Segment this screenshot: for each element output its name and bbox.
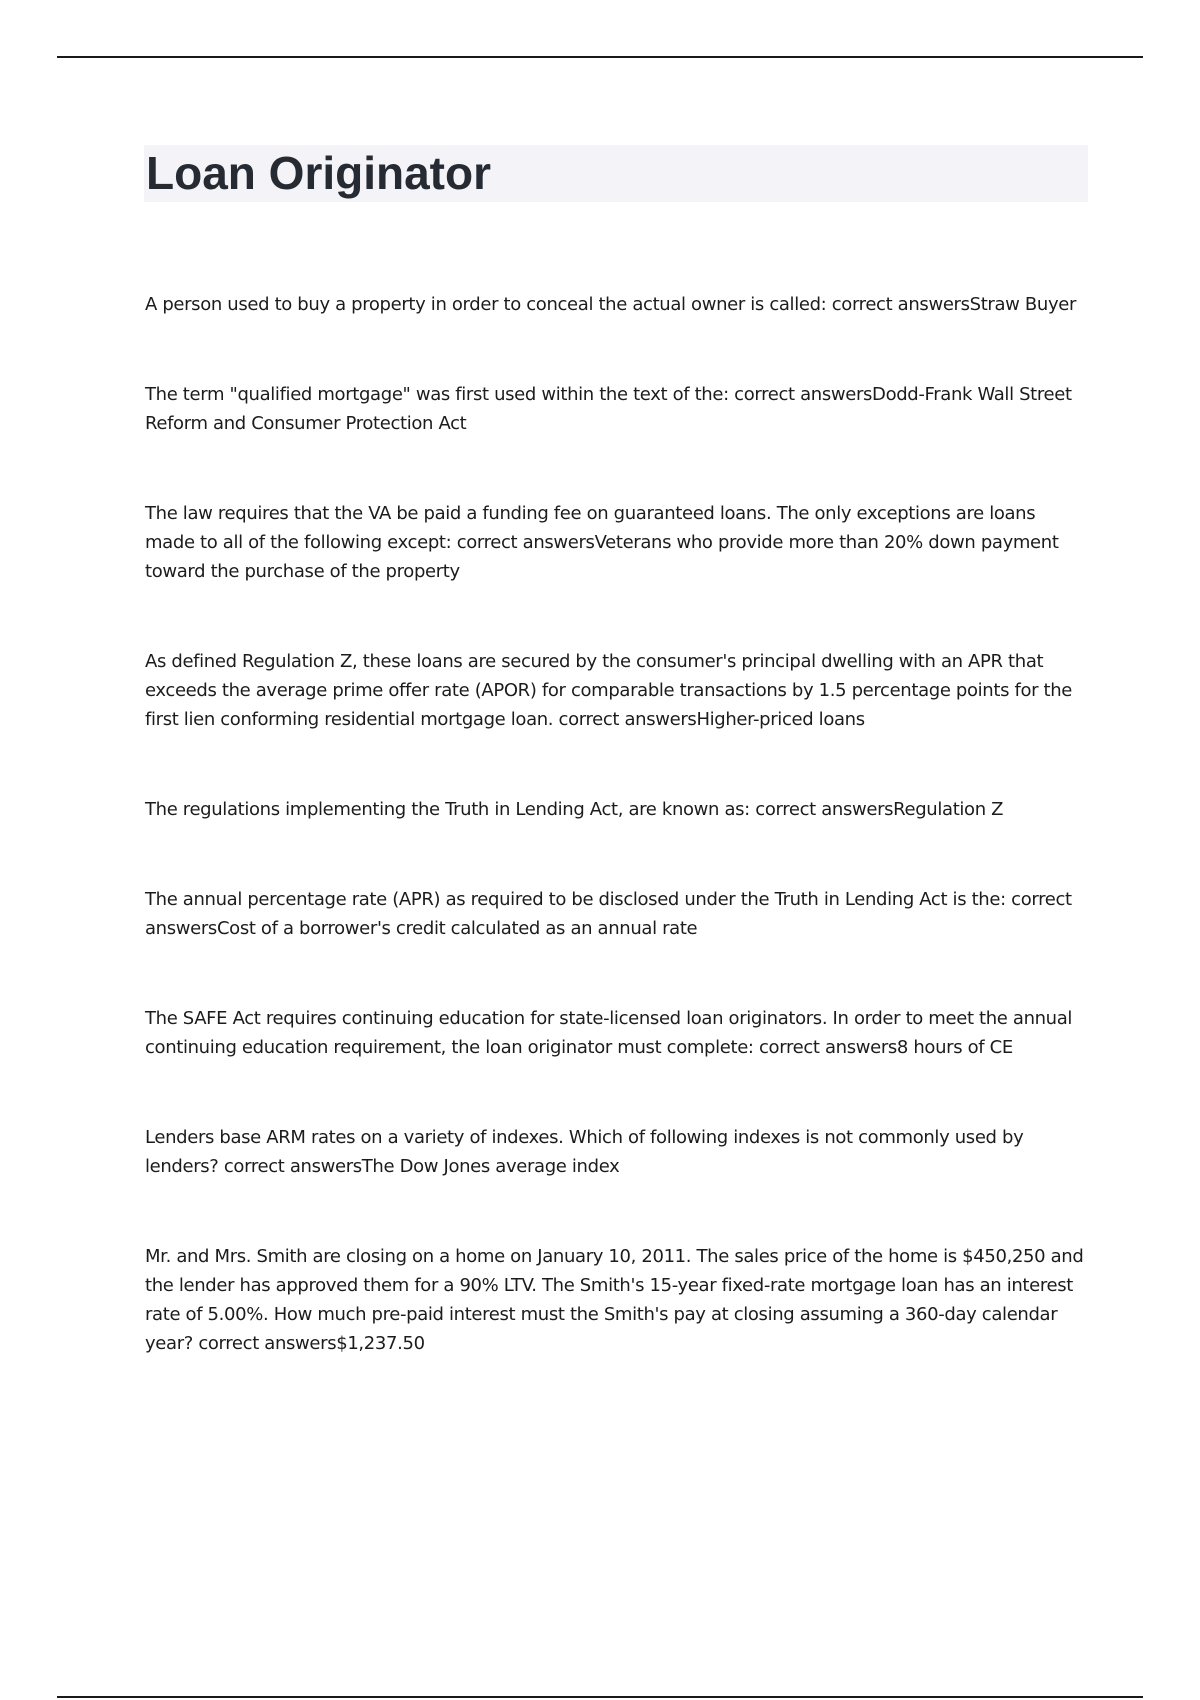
qa-item: A person used to buy a property in order to conceal the actual owner is called: correct answersStraw Buyer: [145, 294, 1077, 315]
qa-item: Lenders base ARM rates on a variety of indexes. Which of following indexes is not commonly used by lenders? correct answersThe Dow Jones average index: [145, 1127, 1024, 1177]
qa-item: Mr. and Mrs. Smith are closing on a home on January 10, 2011. The sales price of the home is $450,250 and the lender has approved them for a 90% LTV. The Smith's 15-year fixed-rate mortgage loan has an interest rate of 5.00%. How much pre-paid interest must the Smith's pay at closing assuming a 360-day calendar year? correct answers$1,237.50: [145, 1246, 1084, 1354]
page-title: Loan Originator: [146, 147, 491, 199]
qa-item: The annual percentage rate (APR) as required to be disclosed under the Truth in Lending Act is the: correct answersCost of a borrower's credit calculated as an annual rate: [145, 889, 1072, 939]
qa-list: [145, 290, 1090, 1419]
qa-item: The SAFE Act requires continuing education for state-licensed loan originators. In order to meet the annual continuing education requirement, the loan originator must complete: correct answers8 hours of CE: [145, 1008, 1073, 1058]
qa-item: As defined Regulation Z, these loans are secured by the consumer's principal dwelling with an APR that exceeds the average prime offer rate (APOR) for comparable transactions by 1.5 percentage points for the first lien conforming residential mortgage loan. correct answersHigher-priced loans: [145, 651, 1073, 730]
qa-item: The law requires that the VA be paid a funding fee on guaranteed loans. The only exceptions are loans made to all of the following except: correct answersVeterans who provide more than 20% down payment toward the purchase of the property: [145, 503, 1059, 582]
qa-item: The term "qualified mortgage" was first used within the text of the: correct answersDodd-Frank Wall Street Reform and Consumer Protection Act: [145, 384, 1072, 434]
qa-item: The regulations implementing the Truth in Lending Act, are known as: correct answersRegulation Z: [145, 799, 1004, 820]
top-rule: [57, 56, 1143, 58]
bottom-rule: [57, 1696, 1143, 1698]
